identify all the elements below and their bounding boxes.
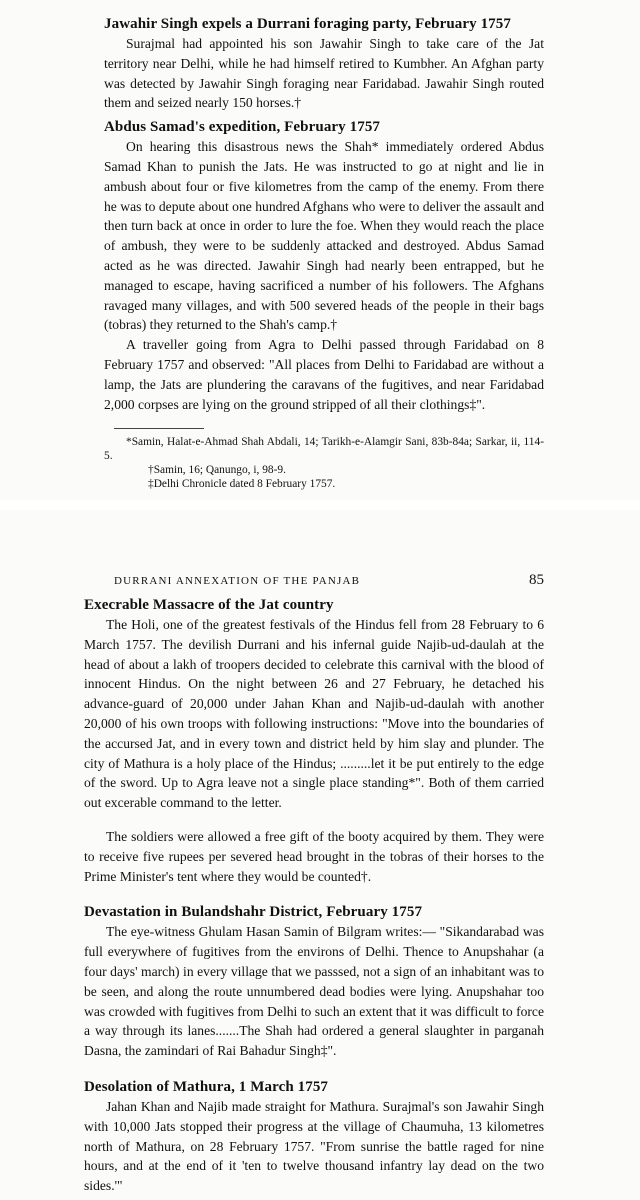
footnote-2: †Samin, 16; Qanungo, i, 98-9. <box>148 464 286 477</box>
paragraph-foraging-party: Surajmal had appointed his son Jawahir Singh to take care of the Jat territory near Delhi, while he had himself retired to Kumbher. An Afghan party was detected by Jawahir Singh foraging near Faridabad. Jawahir Singh routed them and seized nearly 150 horses.† <box>104 36 544 111</box>
paragraph-abdus-samad-2: A traveller going from Agra to Delhi passed through Faridabad on 8 February 1757 and observed: "All places from Delhi to Faridabad are without a lamp, the Jats are plundering the caravans of the fugitives, and near Faridabad 2,000 corpses are lying on the ground stripped of all their clothings‡". <box>104 337 544 412</box>
bottom-page <box>0 510 640 1200</box>
footnote-1: *Samin, Halat-e-Ahmad Shah Abdali, 14; Tarikh-e-Alamgir Sani, 83b-84a; Sarkar, ii, 114-5. <box>104 436 544 463</box>
section-heading-abdus-samad: Abdus Samad's expedition, February 1757 <box>104 119 381 136</box>
footnote-3: ‡Delhi Chronicle dated 8 February 1757. <box>148 478 336 491</box>
footnote-divider <box>114 428 204 429</box>
page-separator <box>0 500 640 510</box>
paragraph-bulandshahr: The eye-witness Ghulam Hasan Samin of Bilgram writes:— "Sikandarabad was full everywhere of fugitives from the environs of Delhi. Thence to Anupshahar (a four days' march) in every village that we passsed, not a sign of an inhabitant was to be seen, and along the route unnumbered dead bodies were lying. Anupshahar too was crowded with fugitives from Delhi to such an extent that it was difficult to force a way through its lanes.......The Shah had ordered a general slaughter in parganah Dasna, the zamindari of Rai Bahadur Singh‡". <box>84 924 544 1059</box>
section-heading-mathura: Desolation of Mathura, 1 March 1757 <box>84 1078 329 1095</box>
paragraph-abdus-samad-1: On hearing this disastrous news the Shah* immediately ordered Abdus Samad Khan to punish the Jats. He was instructed to go at night and lie in ambush about four or five kilometres from the camp of the enemy. From there he was to depute about one hundred Afghans who were to deliver the assault and then turn back at once in order to lure the foe. When they would reach the place of ambush, they were to be suddenly attacked and destroyed. Abdus Samad acted as he was directed. Jawahir Singh had nearly been entrapped, but he managed to escape, having sacrificed a number of his followers. The Afghans ravaged many villages, and with 500 severed heads of the people in their bags (tobras) they returned to the Shah's camp.† <box>104 139 544 333</box>
paragraph-massacre-2: The soldiers were allowed a free gift of the booty acquired by them. They were to receive five rupees per severed head brought in the tobras of their horses to the Prime Minister's tent where they would be counted†. <box>84 828 544 884</box>
running-head <box>114 572 544 589</box>
paragraph-massacre-1: The Holi, one of the greatest festivals of the Hindus fell from 28 February to 6 March 1757. The devilish Durrani and his infernal guide Najib-ud-daulah at the head of about a lakh of troopers decided to celebrate this carnival with the blood of innocent Hindus. On the night between 26 and 27 February, he detached his advance-guard of 20,000 under Jahan Khan and Najib-ud-daulah with another 20,000 of his own troops with following instructions: "Move into the boundaries of the accursed Jat, and in every town and district held by him slay and plunder. The city of Mathura is a holy place of the Hindus; .........let it be put entirely to the edge of the sword. Up to Agra leave not a single place standing*". Both of them carried out excerable command to the letter. <box>84 617 544 811</box>
section-heading-massacre: Execrable Massacre of the Jat country <box>84 597 334 613</box>
top-page <box>0 0 640 500</box>
running-head-title: DURRANI ANNEXATION OF THE PANJAB <box>114 575 361 587</box>
section-heading-foraging-party: Jawahir Singh expels a Durrani foraging party, February 1757 <box>104 16 511 32</box>
page-number: 85 <box>529 572 544 588</box>
section-heading-bulandshahr: Devastation in Bulandshahr District, February 1757 <box>84 904 423 921</box>
paragraph-mathura: Jahan Khan and Najib made straight for Mathura. Surajmal's son Jawahir Singh with 10,000 Jats stopped their progress at the village of Chaumuha, 13 kilometres north of Mathura, on 28 February 1757. "From sunrise the battle raged for nine hours, and at the end of it 'ten to twelve thousand infantry lay dead on the two sides.'" <box>84 1098 544 1194</box>
